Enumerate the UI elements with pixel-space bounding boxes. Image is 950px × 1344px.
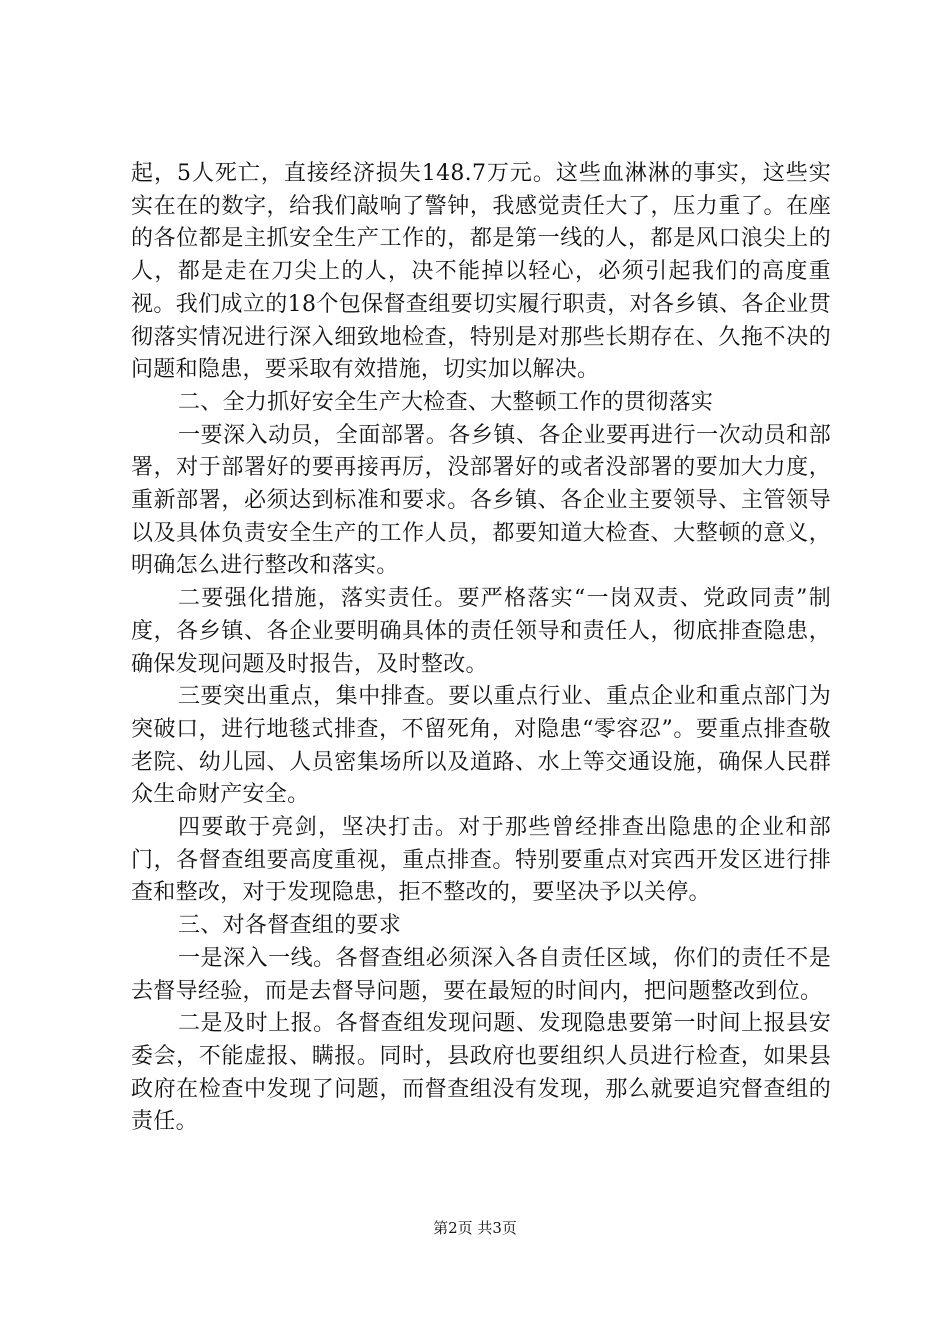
paragraph-point-1: 一要深入动员，全面部署。各乡镇、各企业要再进行一次动员和部署，对于部署好的要再接再厉，没部署好的或者没部署的要加大力度，重新部署，必须达到标准和要求。各乡镇、各企业主要领导、主管领导以及具体负责安全生产的工作人员，都要知道大检查、大整顿的意义，明确怎么进行整改和落实。 — [131, 422, 831, 579]
paragraph-continuation: 起，5人死亡，直接经济损失148.7万元。这些血淋淋的事实，这些实实在在的数字，给我们敲响了警钟，我感觉责任大了，压力重了。在座的各位都是主抓安全生产工作的，都是第一线的人，都是风口浪尖上的人，都是走在刀尖上的人，决不能掉以轻心，必须引起我们的高度重视。我们成立的18个包保督查组要切实履行职责，对各乡镇、各企业贯彻落实情况进行深入细致地检查，特别是对那些长期存在、久拖不决的问题和隐患，要采取有效措施，切实加以解决。 — [131, 161, 831, 383]
paragraph-requirement-2: 二是及时上报。各督查组发现问题、发现隐患要第一时间上报县安委会，不能虚报、瞒报。同时，县政府也要组织人员进行检查，如果县政府在检查中发现了问题，而督查组没有发现，那么就要追究督查组的责任。 — [131, 1011, 831, 1135]
paragraph-point-2: 二要强化措施，落实责任。要严格落实“一岗双责、党政同责”制度，各乡镇、各企业要明确具体的责任领导和责任人，彻底排查隐患，确保发现问题及时报告，及时整改。 — [131, 586, 831, 677]
paragraph-point-3: 三要突出重点，集中排查。要以重点行业、重点企业和重点部门为突破口，进行地毯式排查，不留死角，对隐患“零容忍”。要重点排查敬老院、幼儿园、人员密集场所以及道路、水上等交通设施，确保人民群众生命财产安全。 — [131, 684, 831, 808]
document-body — [131, 158, 831, 1139]
paragraph-point-4: 四要敢于亮剑，坚决打击。对于那些曾经排查出隐患的企业和部门，各督查组要高度重视，重点排查。特别要重点对宾西开发区进行排查和整改，对于发现隐患，拒不整改的，要坚决予以关停。 — [131, 815, 831, 906]
section-heading-3: 三、对各督查组的要求 — [178, 913, 402, 939]
section-heading-2: 二、全力抓好安全生产大检查、大整顿工作的贯彻落实 — [178, 389, 714, 415]
page-number-footer: 第2页 共3页 — [433, 1219, 517, 1237]
paragraph-requirement-1: 一是深入一线。各督查组必须深入各自责任区域，你们的责任不是去督导经验，而是去督导问题，要在最短的时间内，把问题整改到位。 — [131, 945, 831, 1004]
